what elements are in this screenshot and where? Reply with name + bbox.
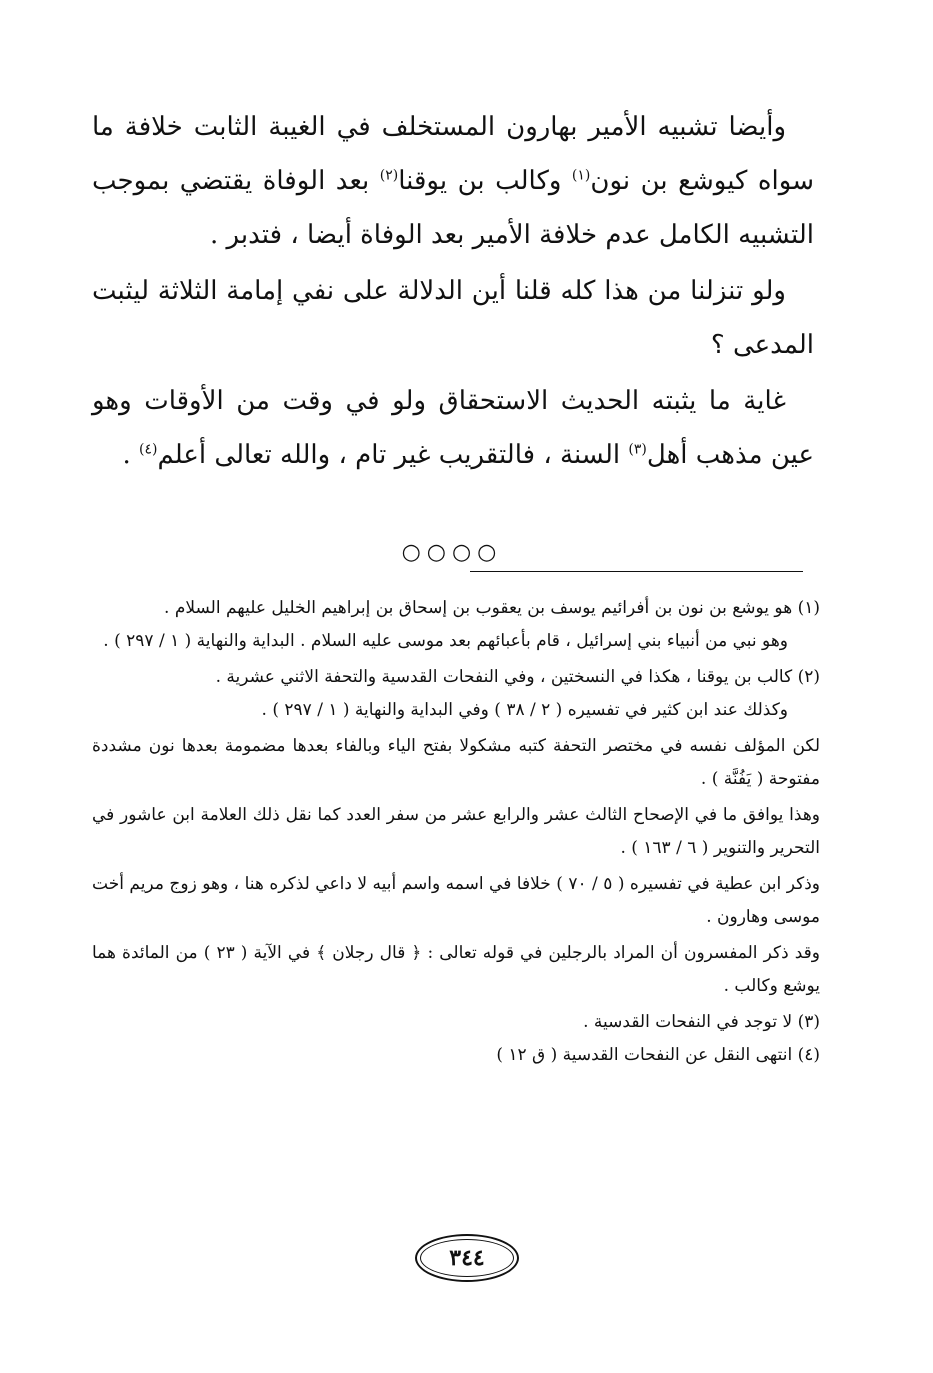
footnote-2-line-4: وهذا يوافق ما في الإصحاح الثالث عشر والرابع عشر من سفر العدد كما نقل ذلك العلامة ابن عاشور في التحرير والتنوير ( ٦ / ١٦٣ ) . [92,805,820,858]
footnote-1-continued: وهو نبي من أنبياء بني إسرائيل ، قام بأعبائهم بعد موسى عليه السلام . البداية والنهاية ( ١ / ٢٩٧ ) . [103,631,788,651]
paragraph-1: وأيضا تشبيه الأمير بهارون المستخلف في الغيبة الثابت خلافة ما سواه كيوشع بن نون$^{(١)}$ وكالب بن يوقنا$^{(٢)}$ بعد الوفاة يقتضي بموجب التشبيه الكامل عدم خلافة الأمير بعد الوفاة أيضا ، فتدبر . [92,112,814,250]
footnote-ref-4[interactable]: (٤) [139,441,158,458]
footnote-2: (٢) كالب بن يوقنا ، هكذا في النسختين ، وفي النفحات القدسية والتحفة الاثني عشرية . [215,667,820,687]
page-number: ٣٤٤ [415,1234,519,1282]
paragraph-3: غاية ما يثبته الحديث الاستحقاق ولو في وقت من الأوقات وهو عين مذهب أهل$^{(٣)}$ السنة ، فالتقريب غير تام ، والله تعالى أعلم$^{(٤)}$ . [92,386,814,470]
footnote-2-line-6: وقد ذكر المفسرون أن المراد بالرجلين في قوله تعالى : ﴿ قال رجلان ﴾ في الآية ( ٢٣ ) من المائدة هما يوشع وكالب . [92,943,820,996]
footnote-4: (٤) انتهى النقل عن النفحات القدسية ( ق ١٢ ) [496,1045,820,1065]
footnote-ref-2[interactable]: (٢) [379,167,399,184]
footnote-ref-1[interactable]: (١) [571,167,591,184]
paragraph-2: ولو تنزلنا من هذا كله قلنا أين الدلالة على نفي إمامة الثلاثة ليثبت المدعى ؟ [92,276,814,360]
section-separator: ○○○○ [401,540,503,565]
footnote-3: (٣) لا توجد في النفحات القدسية . [583,1012,820,1032]
footnote-1: (١) هو يوشع بن نون بن أفرائيم يوسف بن يعقوب بن إسحاق بن إبراهيم الخليل عليهم السلام . [164,598,820,618]
footnote-2-line-3: لكن المؤلف نفسه في مختصر التحفة كتبه مشكولا بفتح الياء وبالفاء بعدها مضمومة بعدها نون مشددة مفتوحة ( يَفُنَّة ) . [92,736,820,789]
footnotes [92,592,820,1072]
footnote-ref-3[interactable]: (٣) [628,441,647,458]
footnote-2-line-5: وذكر ابن عطية في تفسيره ( ٥ / ٧٠ ) خلافا في اسمه واسم أبيه لا داعي لذكره هنا ، وهو زوج مريم أخت موسى وهارون . [92,874,820,927]
main-text [92,100,814,482]
footnote-2-line-2: وكذلك عند ابن كثير في تفسيره ( ٢ / ٣٨ ) وفي البداية والنهاية ( ١ / ٢٩٧ ) . [261,700,788,720]
footnote-divider [470,571,803,572]
